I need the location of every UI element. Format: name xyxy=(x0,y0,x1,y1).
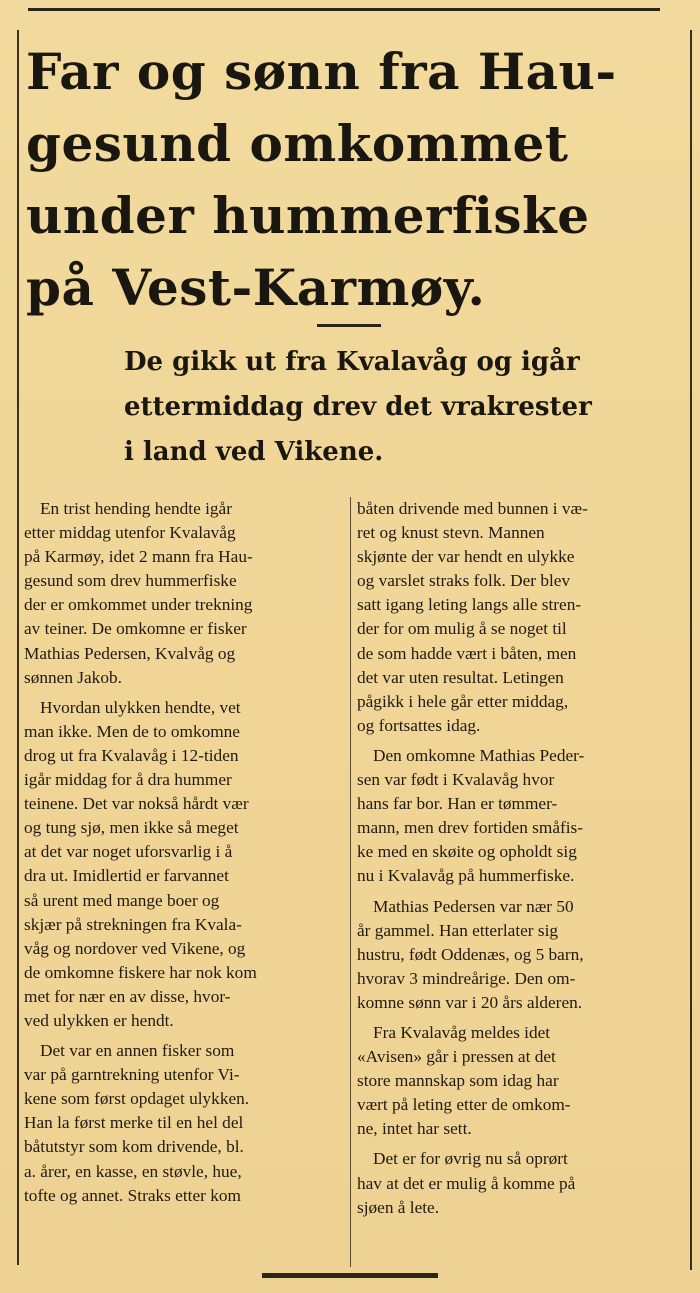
article-line: båten drivende med bunnen i væ- xyxy=(357,499,588,518)
article-line: Den omkomne Mathias Peder- xyxy=(373,745,585,765)
subheadline-line: i land ved Vikene. xyxy=(124,437,384,467)
article-line: met for nær en av disse, hvor- xyxy=(24,986,231,1006)
article-line: store mannskap som idag har xyxy=(357,1071,559,1091)
subheadline-line: De gikk ut fra Kvalavåg og igår xyxy=(124,347,580,377)
article-line: og tung sjø, men ikke så meget xyxy=(24,818,239,838)
article-line: våg og nordover ved Vikene, og xyxy=(24,938,246,958)
left-border-rule xyxy=(17,30,19,1265)
article-line: ved ulykken er hendt. xyxy=(24,1010,174,1030)
article-line: de som hadde vært i båten, men xyxy=(357,643,577,663)
article-line: år gammel. Han etterlater sig xyxy=(357,920,559,940)
article-line: av teiner. De omkomne er fisker xyxy=(24,619,247,639)
article-line: skjær på strekningen fra Kvala- xyxy=(24,914,242,934)
article-line: a. årer, en kasse, en støvle, hue, xyxy=(24,1161,242,1181)
article-line: Mathias Pedersen var nær 50 xyxy=(373,896,574,916)
article-line: nu i Kvalavåg på hummerfiske. xyxy=(357,866,575,886)
article-line: de omkomne fiskere har nok kom xyxy=(24,962,257,982)
article-line: der er omkommet under trekning xyxy=(24,595,253,615)
article-line: det var uten resultat. Letingen xyxy=(357,667,564,687)
article-line: Hvordan ulykken hendte, vet xyxy=(40,697,241,717)
article-paragraph xyxy=(24,497,346,690)
article-line: komne sønn var i 20 års alderen. xyxy=(357,992,583,1012)
article-line: En trist hending hendte igår xyxy=(40,499,232,518)
article-line: dra ut. Imidlertid er farvannet xyxy=(24,866,229,886)
article-line: man ikke. Men de to omkomne xyxy=(24,721,240,741)
article-line: tofte og annet. Straks etter kom xyxy=(24,1185,241,1205)
article-line: hav at det er mulig å komme på xyxy=(357,1173,576,1193)
article-line: at det var noget uforsvarlig i å xyxy=(24,842,233,862)
article-line: gesund som drev hummerfiske xyxy=(24,571,237,591)
article-line: Mathias Pedersen, Kvalvåg og xyxy=(24,643,236,663)
article-line: ret og knust stevn. Mannen xyxy=(357,523,545,543)
article-line: var på garntrekning utenfor Vi- xyxy=(24,1065,240,1085)
article-line: vært på leting etter de omkom- xyxy=(357,1095,571,1115)
article-line: Det er for øvrig nu så oprørt xyxy=(373,1149,568,1169)
article-line: sjøen å lete. xyxy=(357,1197,440,1217)
headline-line: under hummerfiske xyxy=(26,186,590,245)
subheadline-line: ettermiddag drev det vrakrester xyxy=(124,392,592,422)
article-line: ne, intet har sett. xyxy=(357,1119,472,1139)
article-line: etter middag utenfor Kvalavåg xyxy=(24,523,236,543)
article-line: så urent med mange boer og xyxy=(24,890,220,910)
article-line: hvorav 3 mindreårige. Den om- xyxy=(357,968,576,988)
article-line: pågikk i hele går etter middag, xyxy=(357,691,569,711)
headline-divider xyxy=(317,324,381,327)
top-border-rule xyxy=(28,8,660,11)
article-line: mann, men drev fortiden småfis- xyxy=(357,818,584,838)
article-paragraph xyxy=(357,1147,683,1219)
article-column-left xyxy=(24,497,346,1208)
article-line: satt igang leting langs alle stren- xyxy=(357,595,582,615)
article-paragraph xyxy=(357,497,683,738)
article-line: sønnen Jakob. xyxy=(24,667,122,687)
article-paragraph xyxy=(357,895,683,1015)
article-paragraph xyxy=(24,1039,346,1208)
article-line: og varslet straks folk. Der blev xyxy=(357,571,571,591)
article-line: hustru, født Oddenæs, og 5 barn, xyxy=(357,944,584,964)
headline xyxy=(26,36,686,324)
right-border-rule xyxy=(690,30,692,1270)
article-line: Han la først merke til en hel del xyxy=(24,1113,244,1133)
article-line: drog ut fra Kvalavåg i 12-tiden xyxy=(24,745,239,765)
article-line: båtutstyr som kom drivende, bl. xyxy=(24,1137,244,1157)
column-divider xyxy=(350,497,351,1267)
article-line: ke med en skøite og opholdt sig xyxy=(357,842,577,862)
headline-line: på Vest-Karmøy. xyxy=(26,258,486,317)
subheadline xyxy=(124,340,694,475)
article-line: teinene. Det var nokså hårdt vær xyxy=(24,794,249,814)
article-line: Fra Kvalavåg meldes idet xyxy=(373,1022,551,1042)
article-paragraph xyxy=(24,696,346,1033)
article-line: «Avisen» går i pressen at det xyxy=(357,1047,556,1067)
article-line: kene som først opdaget ulykken. xyxy=(24,1089,250,1109)
article-line: hans far bor. Han er tømmer- xyxy=(357,794,558,814)
article-end-rule xyxy=(262,1273,438,1278)
article-column-right xyxy=(357,497,683,1220)
article-line: Det var en annen fisker som xyxy=(40,1041,235,1061)
article-line: sen var født i Kvalavåg hvor xyxy=(357,770,555,790)
article-paragraph xyxy=(357,744,683,889)
article-line: der for om mulig å se noget til xyxy=(357,619,567,639)
article-line: skjønte der var hendt en ulykke xyxy=(357,547,575,567)
headline-line: gesund omkommet xyxy=(26,114,569,173)
headline-line: Far og sønn fra Hau- xyxy=(26,42,617,101)
article-line: på Karmøy, idet 2 mann fra Hau- xyxy=(24,547,253,567)
article-line: og fortsattes idag. xyxy=(357,715,481,735)
article-paragraph xyxy=(357,1021,683,1141)
article-line: igår middag for å dra hummer xyxy=(24,770,232,790)
